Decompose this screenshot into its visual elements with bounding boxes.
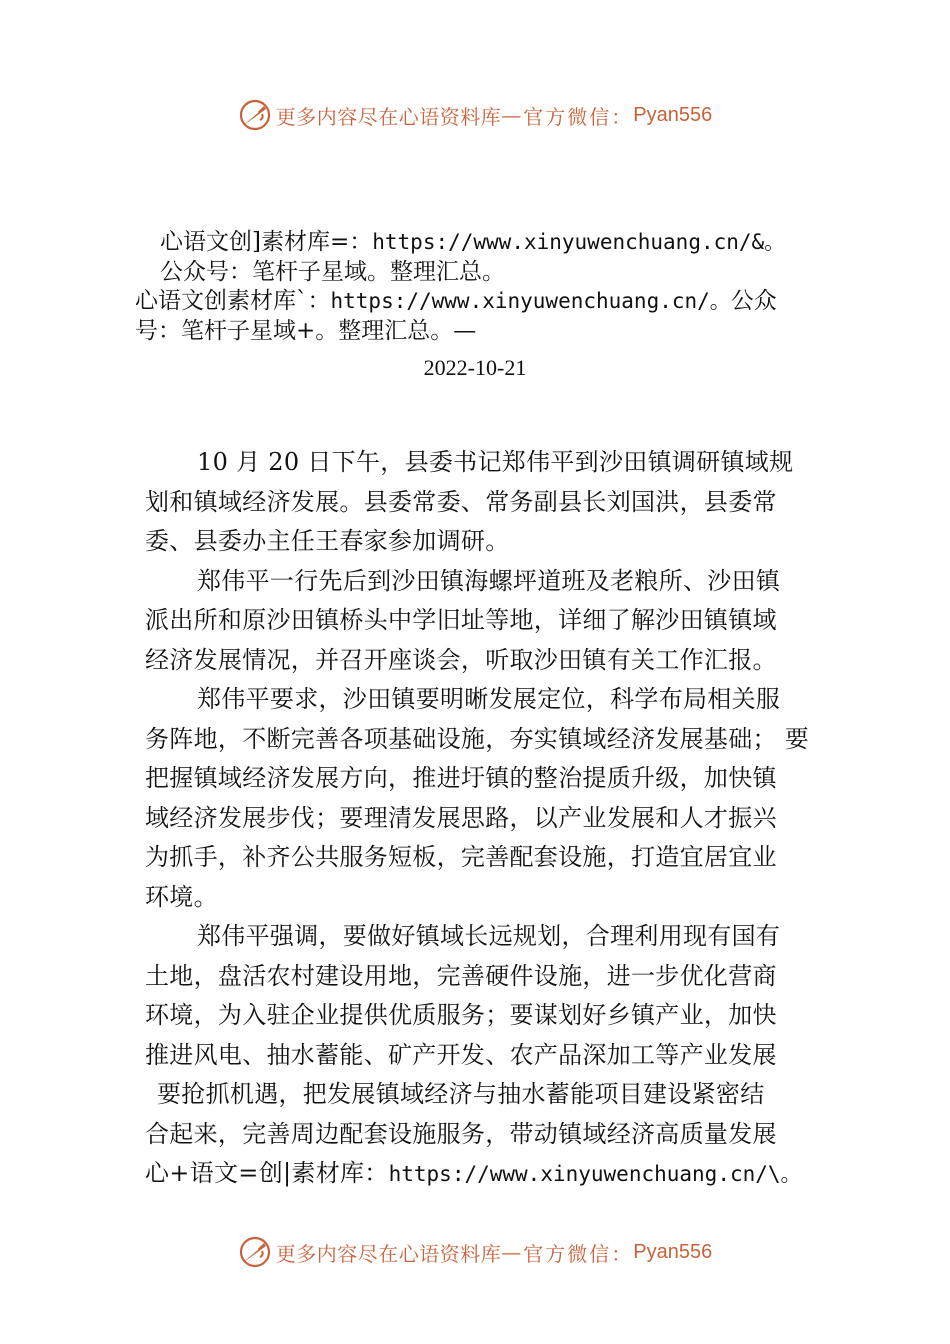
watermark-1-prefix: 心语文创]素材库=： [160,229,373,255]
body-line: 环境，为入驻企业提供优质服务；要谋划好乡镇产业，加快 [145,1001,777,1029]
watermark-2-prefix: 心语文创素材库`： [135,288,331,314]
banner-text: 更多内容尽在心语资料库 [275,104,502,129]
header-banner [0,95,950,135]
body-last-line-url: https://www.xinyuwenchuang.cn/\。 [388,1162,802,1186]
body-line: 划和镇域经济发展。县委常委、常务副县长刘国洪，县委常 [145,487,777,516]
banner-wechat-id: Pyan556 [633,1240,713,1263]
banner-text: 更多内容尽在心语资料库 [275,1241,502,1266]
body-line: 10 月 20 日下午，县委书记郑伟平到沙田镇调研镇域规 [197,448,794,476]
article-body [145,443,825,1194]
body-last-line [145,1154,825,1194]
body-line: 把握镇域经济发展方向，推进圩镇的整治提质升级，加快镇 [145,764,777,792]
body-line: 郑伟平强调，要做好镇域长远规划，合理利用现有国有 [197,922,781,950]
watermark-2-line-1 [135,286,777,316]
body-line: 土地，盘活农村建设用地，完善硬件设施，进一步优化营商 [145,961,777,990]
watermark-2-url: https://www.xinyuwenchuang.cn/。 [330,289,731,313]
body-line: 合起来，完善周边配套设施服务，带动镇域经济高质量发展 [145,1119,777,1148]
banner-wechat-id: Pyan556 [633,103,713,126]
body-line: 委、县委办主任王春家参加调研。 [145,527,510,555]
quill-pen-logo-icon [238,98,272,132]
body-line: 派出所和原沙田镇桥头中学旧址等地，详细了解沙田镇镇域 [145,606,777,634]
watermark-2-line-2: 号：笔杆子星域+。整理汇总。— [135,318,477,344]
body-line: 推进风电、抽水蓄能、矿产开发、农产品深加工等产业发展 [145,1040,777,1069]
banner-wechat-label: 官方微信： [523,104,634,129]
watermark-1-line-1 [160,227,785,257]
watermark-1-line-2: 公众号：笔杆子星域。整理汇总。 [160,259,505,285]
watermark-2-suffix: 公众 [730,288,777,314]
body-line: 为抓手，补齐公共服务短板，完善配套设施，打造宜居宜业 [145,843,777,871]
body-line: 郑伟平要求，沙田镇要明晰发展定位，科学布局相关服 [197,685,781,713]
banner-separator: — [501,1240,522,1264]
banner-wechat-label: 官方微信： [523,1241,634,1266]
watermark-1-url: https://www.xinyuwenchuang.cn/&。 [372,230,786,254]
body-line: 经济发展情况，并召开座谈会，听取沙田镇有关工作汇报。 [145,645,777,674]
body-line: 域经济发展步伐；要理清发展思路，以产业发展和人才振兴 [145,803,777,832]
body-line: 务阵地，不断完善各项基础设施，夯实镇域经济发展基础； 要 [145,724,810,753]
body-last-line-prefix: 心+语文=创|素材库： [145,1159,389,1187]
quill-pen-logo-icon [238,1235,272,1269]
article-date: 2022-10-21 [423,355,527,380]
body-line: 要抢抓机遇，把发展镇域经济与抽水蓄能项目建设紧密结 [157,1080,765,1108]
body-line: 环境。 [145,882,218,911]
footer-banner [0,1232,950,1272]
banner-separator: — [501,103,522,127]
body-line: 郑伟平一行先后到沙田镇海螺坪道班及老粮所、沙田镇 [197,566,781,595]
